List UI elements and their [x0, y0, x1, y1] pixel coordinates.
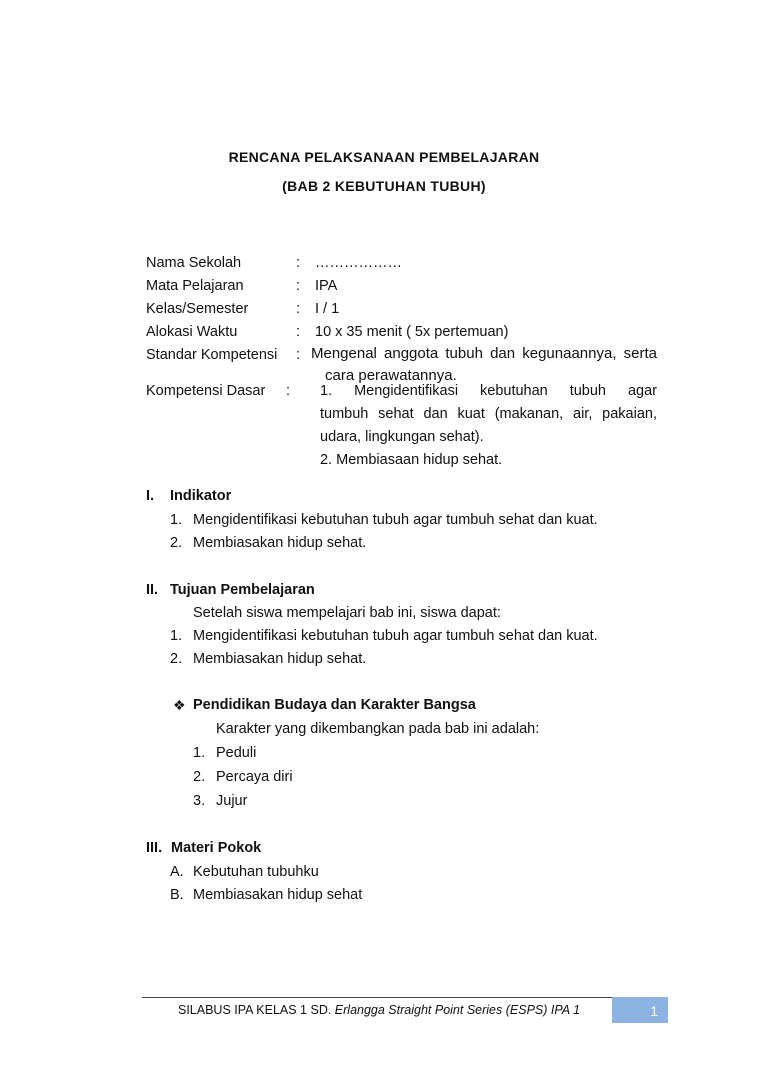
- section2-numeral: II.: [146, 582, 159, 598]
- list-number: 1.: [170, 512, 183, 528]
- list-item: Jujur: [216, 793, 248, 809]
- footer-prefix: SILABUS IPA KELAS 1 SD.: [178, 1003, 335, 1017]
- section2-intro: Setelah siswa mempelajari bab ini, siswa dapat:: [193, 605, 501, 621]
- list-item: Percaya diri: [216, 769, 293, 785]
- section3-heading: Materi Pokok: [171, 840, 262, 856]
- colon: :: [296, 301, 301, 317]
- footer-text: [178, 1003, 580, 1017]
- footer-italic: Erlangga Straight Point Series (ESPS) IPA 1: [334, 1003, 581, 1017]
- list-number: 2.: [170, 651, 183, 667]
- subsection-heading: Pendidikan Budaya dan Karakter Bangsa: [193, 697, 476, 713]
- colon: :: [296, 347, 301, 363]
- kd-line1: 1. Mengidentifikasi kebutuhan tubuh agar: [320, 383, 657, 399]
- list-number: 1.: [193, 745, 206, 761]
- list-item: Mengidentifikasi kebutuhan tubuh agar tumbuh sehat dan kuat.: [193, 512, 598, 528]
- section3-numeral: III.: [146, 840, 163, 856]
- value-mata-pelajaran: IPA: [315, 278, 338, 294]
- document-title: RENCANA PELAKSANAAN PEMBELAJARAN: [228, 149, 540, 165]
- colon: :: [296, 255, 301, 271]
- value-standar-kompetensi-line1: Mengenal anggota tubuh dan kegunaannya, serta: [311, 345, 657, 362]
- list-item: Peduli: [216, 745, 257, 761]
- list-item: Membiasakan hidup sehat: [193, 887, 363, 903]
- footer-divider: [142, 997, 668, 998]
- section2-heading: Tujuan Pembelajaran: [170, 582, 315, 598]
- kd-line4: 2. Membiasaan hidup sehat.: [320, 452, 503, 468]
- label-kompetensi-dasar: Kompetensi Dasar: [146, 383, 266, 399]
- kd-line3: udara, lingkungan sehat).: [320, 429, 484, 445]
- colon: :: [296, 324, 301, 340]
- list-number: 1.: [170, 628, 183, 644]
- section1-numeral: I.: [146, 488, 155, 504]
- list-item: Membiasakan hidup sehat.: [193, 535, 367, 551]
- value-kelas-semester: I / 1: [315, 301, 340, 317]
- subsection-intro: Karakter yang dikembangkan pada bab ini adalah:: [216, 721, 540, 737]
- list-item: Mengidentifikasi kebutuhan tubuh agar tumbuh sehat dan kuat.: [193, 628, 598, 644]
- page-number: 1: [612, 997, 668, 1023]
- document-subtitle: (BAB 2 KEBUTUHAN TUBUH): [282, 178, 486, 194]
- list-number: 2.: [170, 535, 183, 551]
- section1-heading: Indikator: [170, 488, 232, 504]
- list-letter: A.: [170, 864, 184, 880]
- list-number: 2.: [193, 769, 206, 785]
- kd-line2: tumbuh sehat dan kuat (makanan, air, pakaian,: [320, 406, 657, 422]
- label-kelas-semester: Kelas/Semester: [146, 301, 249, 317]
- value-nama-sekolah: ………………: [315, 255, 402, 271]
- label-standar-kompetensi: Standar Kompetensi: [146, 347, 278, 363]
- list-number: 3.: [193, 793, 206, 809]
- list-letter: B.: [170, 887, 184, 903]
- list-item: Membiasakan hidup sehat.: [193, 651, 367, 667]
- colon: :: [286, 383, 291, 399]
- value-alokasi-waktu: 10 x 35 menit ( 5x pertemuan): [315, 324, 509, 340]
- label-nama-sekolah: Nama Sekolah: [146, 255, 242, 271]
- colon: :: [296, 278, 301, 294]
- label-mata-pelajaran: Mata Pelajaran: [146, 278, 244, 294]
- value-standar-kompetensi-line2: cara perawatannya.: [325, 367, 457, 384]
- label-alokasi-waktu: Alokasi Waktu: [146, 324, 238, 340]
- list-item: Kebutuhan tubuhku: [193, 864, 319, 880]
- diamond-bullet-icon: ❖: [173, 697, 186, 713]
